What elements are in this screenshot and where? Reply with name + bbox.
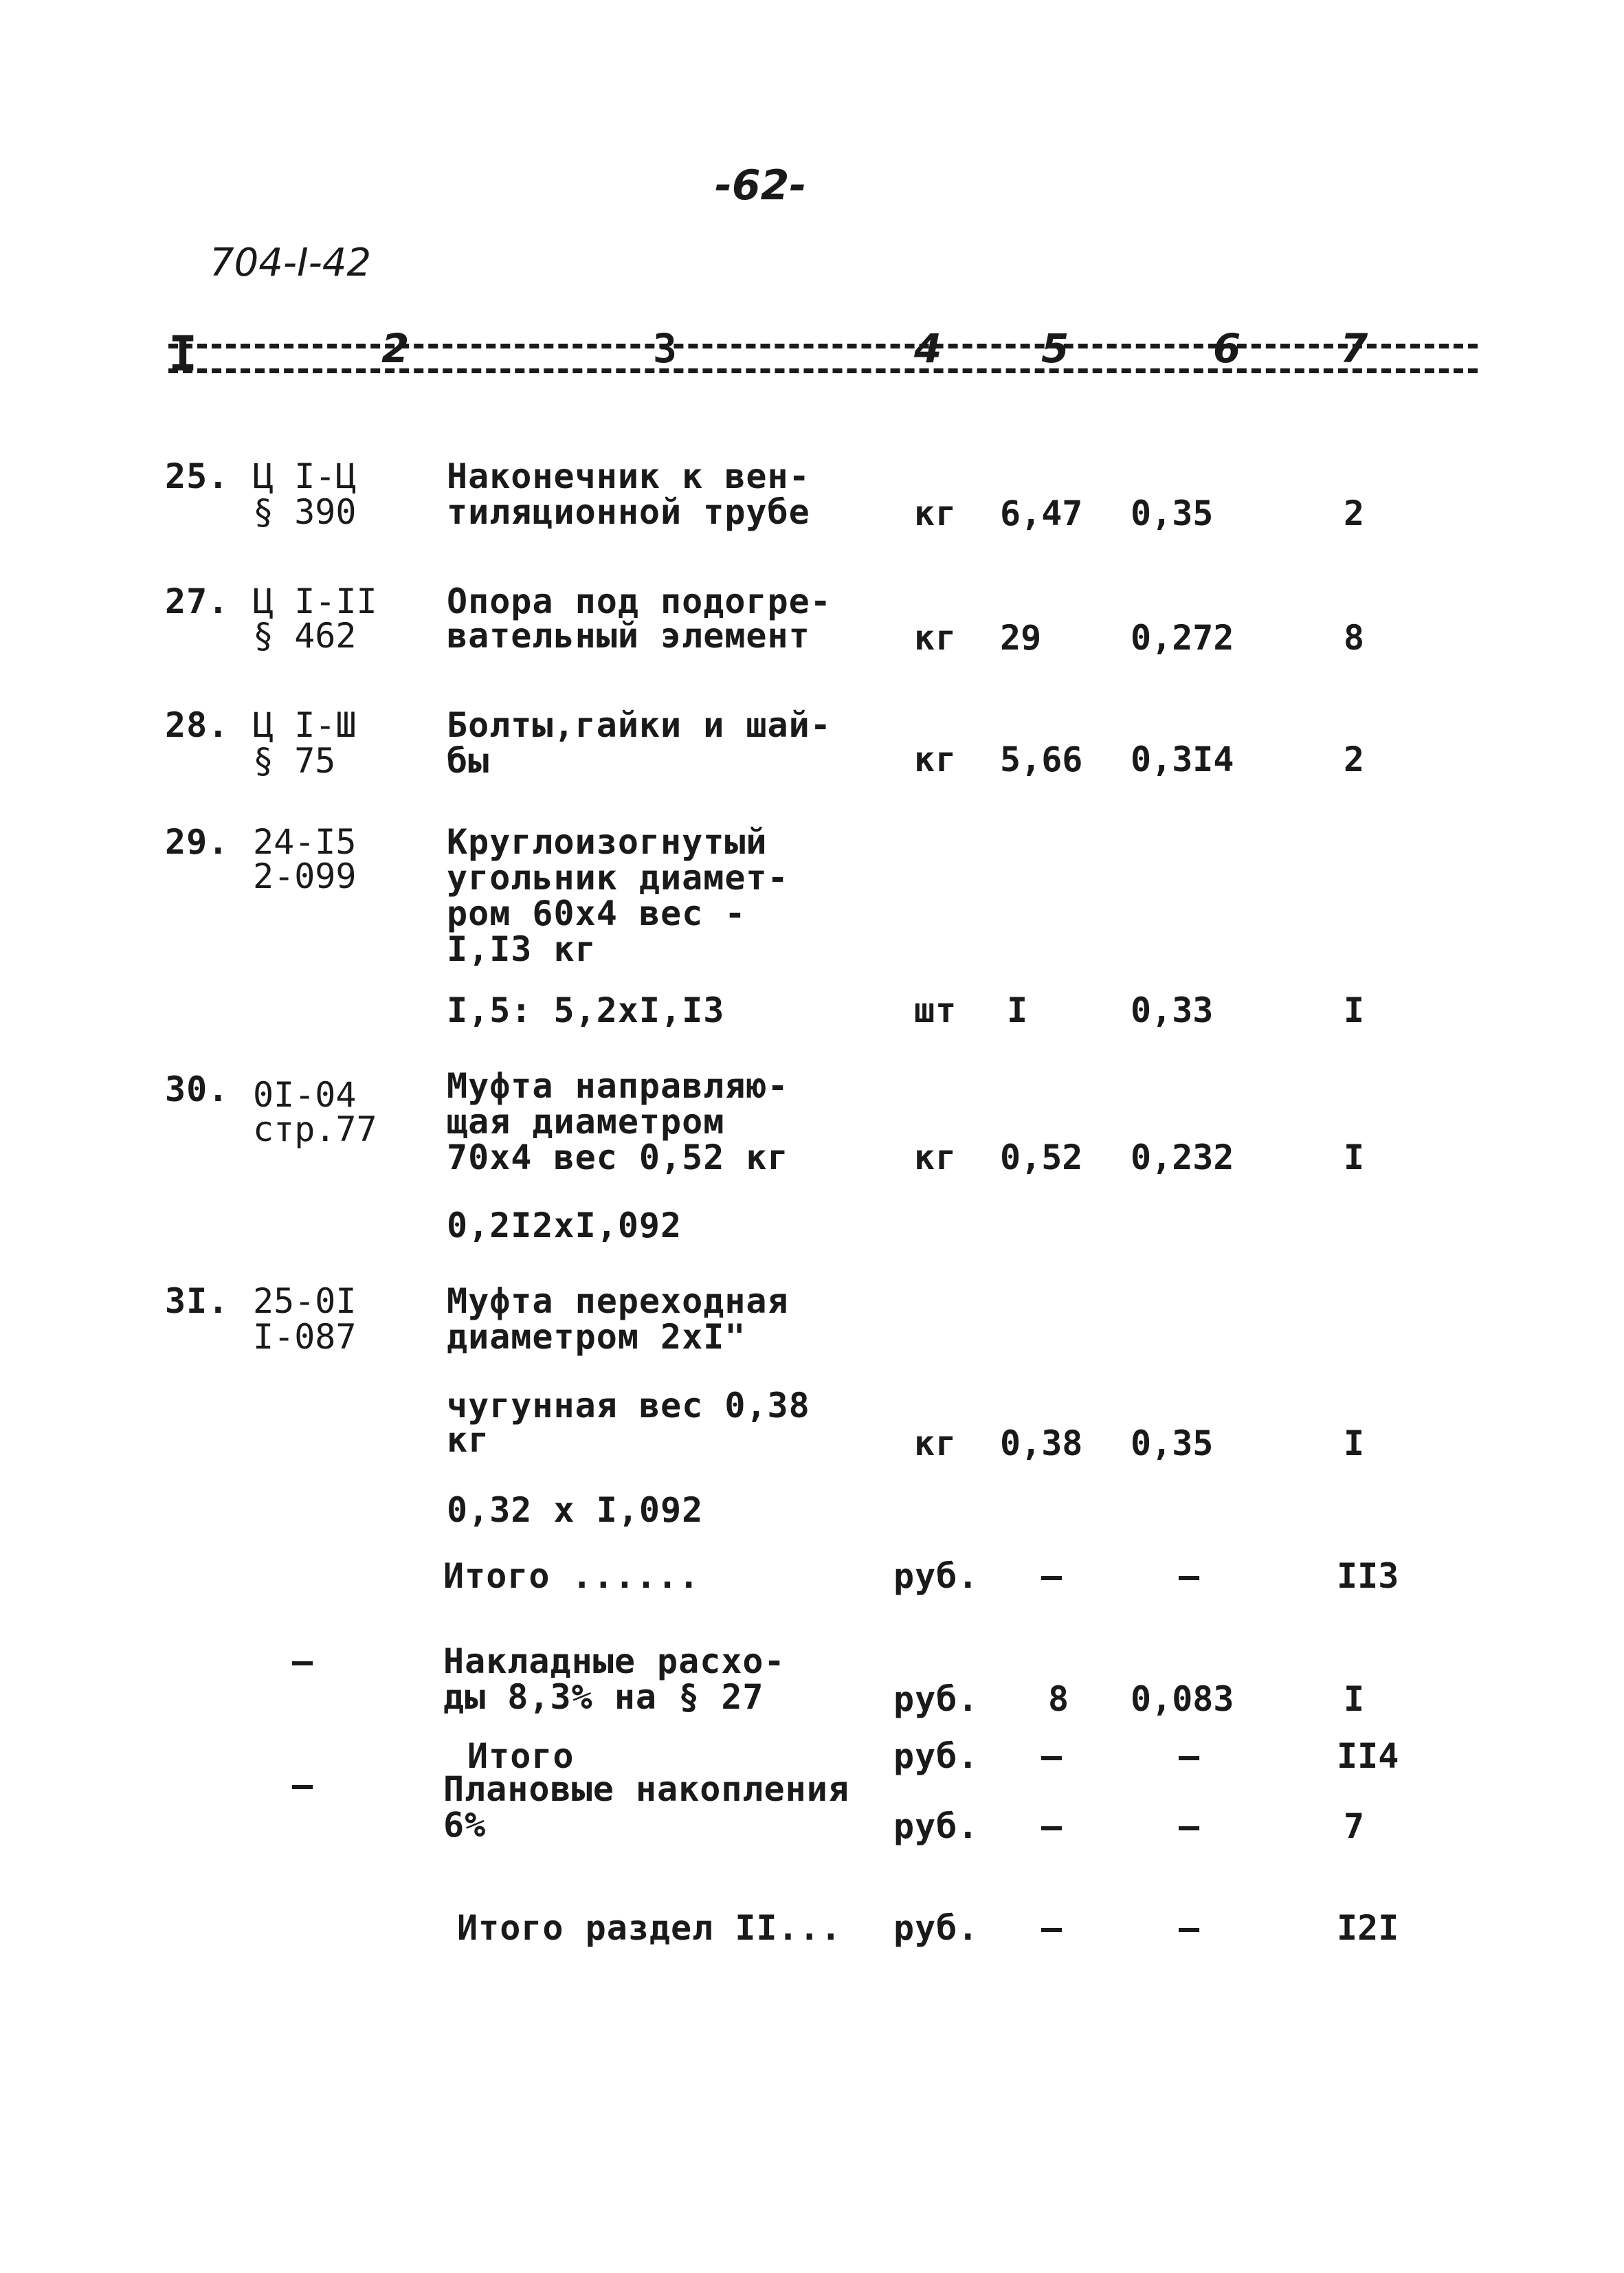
row-name-line: Муфта переходная bbox=[447, 1281, 789, 1321]
row-unit: кг bbox=[914, 740, 957, 779]
row-name-line: 0,32 х I,092 bbox=[447, 1490, 704, 1530]
header-dashed-rule-bottom bbox=[168, 368, 1478, 373]
document-code: 704-I-42 bbox=[210, 241, 372, 285]
row-total: 2 bbox=[1344, 494, 1365, 533]
row-reference-line: стр.77 bbox=[253, 1109, 377, 1149]
row-unit: кг bbox=[914, 1423, 957, 1463]
row-reference-line: Ц I-II bbox=[253, 581, 377, 621]
row-total: 2 bbox=[1344, 740, 1365, 779]
row-reference-line: § 462 bbox=[253, 616, 357, 656]
summary-total: II3 bbox=[1337, 1556, 1399, 1596]
row-name-line: I,5: 5,2хI,I3 bbox=[447, 990, 725, 1030]
summary-label-line: Плановые накопления bbox=[443, 1769, 849, 1809]
summary-total: I bbox=[1344, 1679, 1365, 1719]
column-number-1: I bbox=[168, 326, 198, 382]
row-name-line: 0,2I2хI,092 bbox=[447, 1206, 682, 1245]
row-unit: шт bbox=[914, 990, 957, 1030]
summary-label-line: Итого ...... bbox=[443, 1556, 700, 1596]
row-price: 0,272 bbox=[1131, 618, 1234, 658]
row-number: 25. bbox=[165, 456, 230, 496]
row-quantity: 0,38 bbox=[1000, 1423, 1083, 1463]
row-number: 3I. bbox=[165, 1281, 230, 1321]
row-name-line: Наконечник к вен- bbox=[447, 456, 810, 496]
row-total: 8 bbox=[1344, 618, 1365, 658]
column-number-2: 2 bbox=[381, 325, 410, 372]
row-quantity: 5,66 bbox=[1000, 740, 1083, 779]
row-name-line: угольник диамет- bbox=[447, 858, 789, 898]
row-name-line: диаметром 2хI" bbox=[447, 1317, 746, 1357]
summary-price: – bbox=[1179, 1736, 1200, 1776]
summary-dash: – bbox=[292, 1641, 313, 1681]
summary-unit: руб. bbox=[893, 1679, 979, 1719]
row-reference-line: 25-0I bbox=[253, 1281, 357, 1321]
summary-label-line: Накладные расхо- bbox=[443, 1641, 786, 1681]
summary-total: 7 bbox=[1344, 1806, 1365, 1846]
summary-price: 0,083 bbox=[1131, 1679, 1234, 1719]
row-name-line: бы bbox=[447, 741, 490, 781]
summary-total: I2I bbox=[1337, 1908, 1399, 1948]
row-reference-line: § 75 bbox=[253, 741, 336, 781]
row-reference-line: Ц I-Ц bbox=[253, 456, 357, 496]
column-number-4: 4 bbox=[914, 325, 942, 372]
row-name-line: 70х4 вес 0,52 кг bbox=[447, 1138, 789, 1177]
summary-unit: руб. bbox=[893, 1806, 979, 1846]
row-reference-line: Ц I-Ш bbox=[253, 705, 357, 745]
row-number: 27. bbox=[165, 581, 230, 621]
row-reference-line: 2-099 bbox=[253, 856, 357, 896]
row-price: 0,232 bbox=[1131, 1138, 1234, 1177]
row-unit: кг bbox=[914, 494, 957, 533]
row-reference-line: 0I-04 bbox=[253, 1075, 357, 1115]
column-number-6: 6 bbox=[1213, 325, 1241, 372]
summary-quantity: – bbox=[1041, 1556, 1063, 1596]
summary-quantity: – bbox=[1041, 1908, 1063, 1948]
row-quantity: 0,52 bbox=[1000, 1138, 1083, 1177]
row-quantity: 6,47 bbox=[1000, 494, 1083, 533]
summary-unit: руб. bbox=[893, 1908, 979, 1948]
row-quantity: 29 bbox=[1000, 618, 1042, 658]
row-reference-line: § 390 bbox=[253, 492, 357, 532]
page-number: -62- bbox=[715, 162, 807, 210]
row-unit: кг bbox=[914, 1138, 957, 1177]
row-name-line: Муфта направляю- bbox=[447, 1066, 789, 1106]
row-price: 0,33 bbox=[1131, 990, 1214, 1030]
row-name-line: щая диаметром bbox=[447, 1102, 725, 1142]
column-number-7: 7 bbox=[1340, 325, 1368, 372]
row-number: 30. bbox=[165, 1069, 230, 1109]
summary-price: – bbox=[1179, 1806, 1200, 1846]
row-unit: кг bbox=[914, 618, 957, 658]
row-number: 29. bbox=[165, 822, 230, 862]
row-name-line: ром 60х4 вес - bbox=[447, 894, 746, 933]
summary-price: – bbox=[1179, 1908, 1200, 1948]
summary-label-line: Итого bbox=[467, 1736, 575, 1776]
row-quantity: I bbox=[1007, 990, 1028, 1030]
row-name-line: Опора под подогре- bbox=[447, 581, 832, 621]
summary-price: – bbox=[1179, 1556, 1200, 1596]
row-name-line: тиляционной трубе bbox=[447, 492, 810, 532]
summary-unit: руб. bbox=[893, 1556, 979, 1596]
summary-dash: – bbox=[292, 1765, 313, 1805]
row-total: I bbox=[1344, 990, 1365, 1030]
summary-total: II4 bbox=[1337, 1736, 1399, 1776]
row-price: 0,3I4 bbox=[1131, 740, 1234, 779]
row-total: I bbox=[1344, 1423, 1365, 1463]
summary-label-line: Итого раздел II... bbox=[457, 1908, 842, 1948]
summary-label-line: ды 8,3% на § 27 bbox=[443, 1677, 764, 1717]
row-name-line: Круглоизогнутый bbox=[447, 822, 768, 862]
header-dashed-rule-top bbox=[168, 344, 1478, 348]
summary-label-line: 6% bbox=[443, 1805, 487, 1845]
summary-quantity: – bbox=[1041, 1736, 1063, 1776]
row-price: 0,35 bbox=[1131, 494, 1214, 533]
summary-quantity: – bbox=[1041, 1806, 1063, 1846]
row-total: I bbox=[1344, 1138, 1365, 1177]
column-number-3: 3 bbox=[653, 325, 677, 372]
summary-quantity: 8 bbox=[1048, 1679, 1069, 1719]
row-reference-line: 24-I5 bbox=[253, 822, 357, 862]
row-name-line: кг bbox=[447, 1420, 490, 1460]
column-number-5: 5 bbox=[1041, 325, 1069, 372]
row-price: 0,35 bbox=[1131, 1423, 1214, 1463]
row-reference-line: I-087 bbox=[253, 1317, 357, 1357]
row-name-line: I,I3 кг bbox=[447, 929, 597, 969]
row-name-line: чугунная вес 0,38 bbox=[447, 1386, 810, 1426]
row-name-line: Болты,гайки и шай- bbox=[447, 705, 832, 745]
summary-unit: руб. bbox=[893, 1736, 979, 1776]
row-name-line: вательный элемент bbox=[447, 616, 810, 656]
row-number: 28. bbox=[165, 705, 230, 745]
